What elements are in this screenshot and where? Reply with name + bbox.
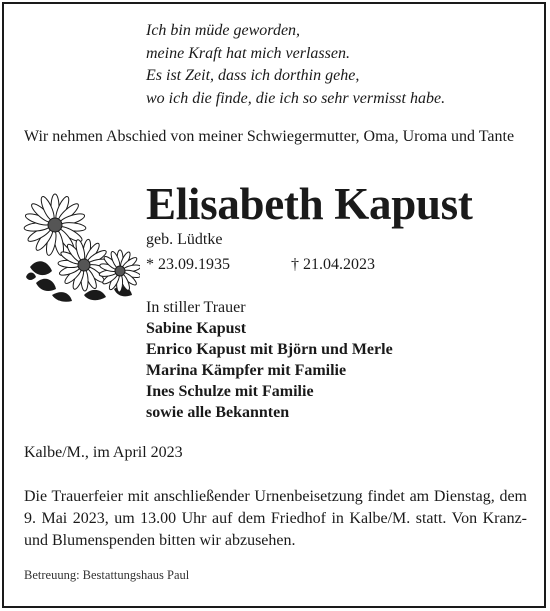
daisy-flowers-icon — [22, 185, 140, 303]
mourners-block — [146, 297, 393, 423]
poem-line: Es ist Zeit, dass ich dorthin gehe, — [146, 67, 360, 84]
poem — [146, 20, 445, 110]
intro-text: Wir nehmen Abschied von meiner Schwiegermutter, Oma, Uroma und Tante — [24, 128, 515, 145]
daisy — [99, 250, 140, 292]
poem-line: wo ich die finde, die ich so sehr vermisst habe. — [146, 89, 446, 107]
death-date: † 21.04.2023 — [291, 256, 375, 273]
mourner-name: Marina Kämpfer mit Familie — [146, 362, 347, 379]
mourner-name: Sabine Kapust — [146, 320, 247, 337]
maiden-name: geb. Lüdtke — [146, 231, 223, 248]
place-date: Kalbe/M., im April 2023 — [24, 444, 183, 461]
mourners-heading: In stiller Trauer — [146, 299, 246, 316]
poem-line: Ich bin müde geworden, — [146, 22, 301, 39]
mourner-name: sowie alle Bekannten — [146, 404, 290, 421]
poem-line: meine Kraft hat mich verlassen. — [146, 44, 350, 62]
birth-date: * 23.09.1935 — [146, 256, 230, 273]
mourner-name: Enrico Kapust mit Björn und Merle — [146, 341, 393, 358]
deceased-name: Elisabeth Kapust — [146, 179, 473, 229]
service-notice: Die Trauerfeier mit anschließender Urnenbeisetzung findet am Dienstag, dem 9. Mai 2023, um 13.00 Uhr auf dem Friedhof in Kalbe/M. statt. Von Kranz- und Blumenspenden bitten wir abzusehen. — [24, 488, 527, 549]
funeral-home-credit: Betreuung: Bestattungshaus Paul — [24, 568, 190, 582]
mourner-name: Ines Schulze mit Familie — [146, 383, 314, 400]
